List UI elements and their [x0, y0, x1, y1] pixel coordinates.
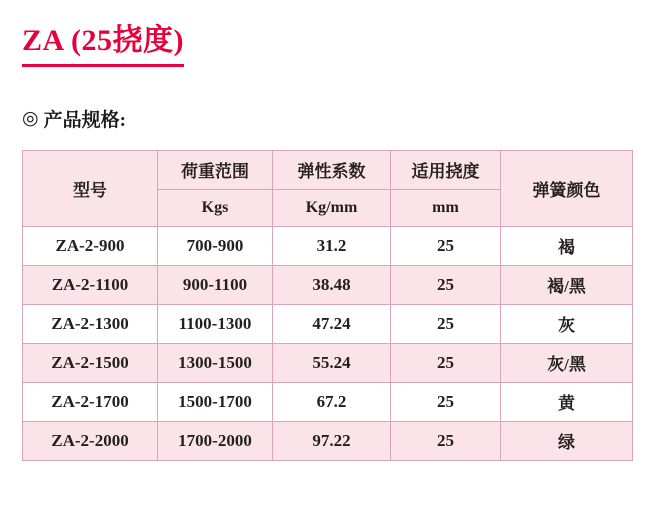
cell-load-range: 700-900 — [158, 226, 273, 265]
cell-load-range: 900-1100 — [158, 265, 273, 304]
unit-load-range: Kgs — [158, 189, 273, 226]
cell-spring-rate: 31.2 — [273, 226, 391, 265]
cell-spring-rate: 55.24 — [273, 343, 391, 382]
cell-color: 绿 — [501, 421, 633, 460]
page-title: ZA (25挠度) — [22, 22, 184, 67]
cell-color: 灰/黑 — [501, 343, 633, 382]
title-block — [22, 0, 632, 67]
cell-color: 褐 — [501, 226, 633, 265]
section-heading-label: 产品规格: — [43, 109, 126, 131]
cell-color: 灰 — [501, 304, 633, 343]
cell-spring-rate: 38.48 — [273, 265, 391, 304]
specification-table — [22, 150, 633, 461]
table-row — [23, 265, 633, 304]
table-row — [23, 226, 633, 265]
cell-deflection: 25 — [391, 421, 501, 460]
table-row — [23, 343, 633, 382]
cell-deflection: 25 — [391, 304, 501, 343]
column-header-load-range: 荷重范围 — [158, 150, 273, 189]
unit-spring-rate: Kg/mm — [273, 189, 391, 226]
cell-color: 褐/黑 — [501, 265, 633, 304]
section-heading — [22, 105, 632, 132]
cell-model: ZA-2-1100 — [23, 265, 158, 304]
column-header-color: 弹簧颜色 — [501, 150, 633, 226]
cell-load-range: 1500-1700 — [158, 382, 273, 421]
cell-color: 黄 — [501, 382, 633, 421]
cell-model: ZA-2-900 — [23, 226, 158, 265]
column-header-deflection: 适用挠度 — [391, 150, 501, 189]
cell-load-range: 1700-2000 — [158, 421, 273, 460]
table-row — [23, 421, 633, 460]
table-row — [23, 304, 633, 343]
table-header-row — [23, 150, 633, 189]
cell-spring-rate: 97.22 — [273, 421, 391, 460]
bullet-circle-icon: ◎ — [22, 107, 39, 129]
cell-model: ZA-2-1700 — [23, 382, 158, 421]
cell-load-range: 1100-1300 — [158, 304, 273, 343]
cell-deflection: 25 — [391, 265, 501, 304]
cell-deflection: 25 — [391, 382, 501, 421]
cell-spring-rate: 47.24 — [273, 304, 391, 343]
cell-deflection: 25 — [391, 226, 501, 265]
cell-deflection: 25 — [391, 343, 501, 382]
table-row — [23, 382, 633, 421]
cell-model: ZA-2-2000 — [23, 421, 158, 460]
column-header-model: 型号 — [23, 150, 158, 226]
cell-model: ZA-2-1500 — [23, 343, 158, 382]
column-header-spring-rate: 弹性系数 — [273, 150, 391, 189]
cell-spring-rate: 67.2 — [273, 382, 391, 421]
cell-model: ZA-2-1300 — [23, 304, 158, 343]
unit-deflection: mm — [391, 189, 501, 226]
cell-load-range: 1300-1500 — [158, 343, 273, 382]
